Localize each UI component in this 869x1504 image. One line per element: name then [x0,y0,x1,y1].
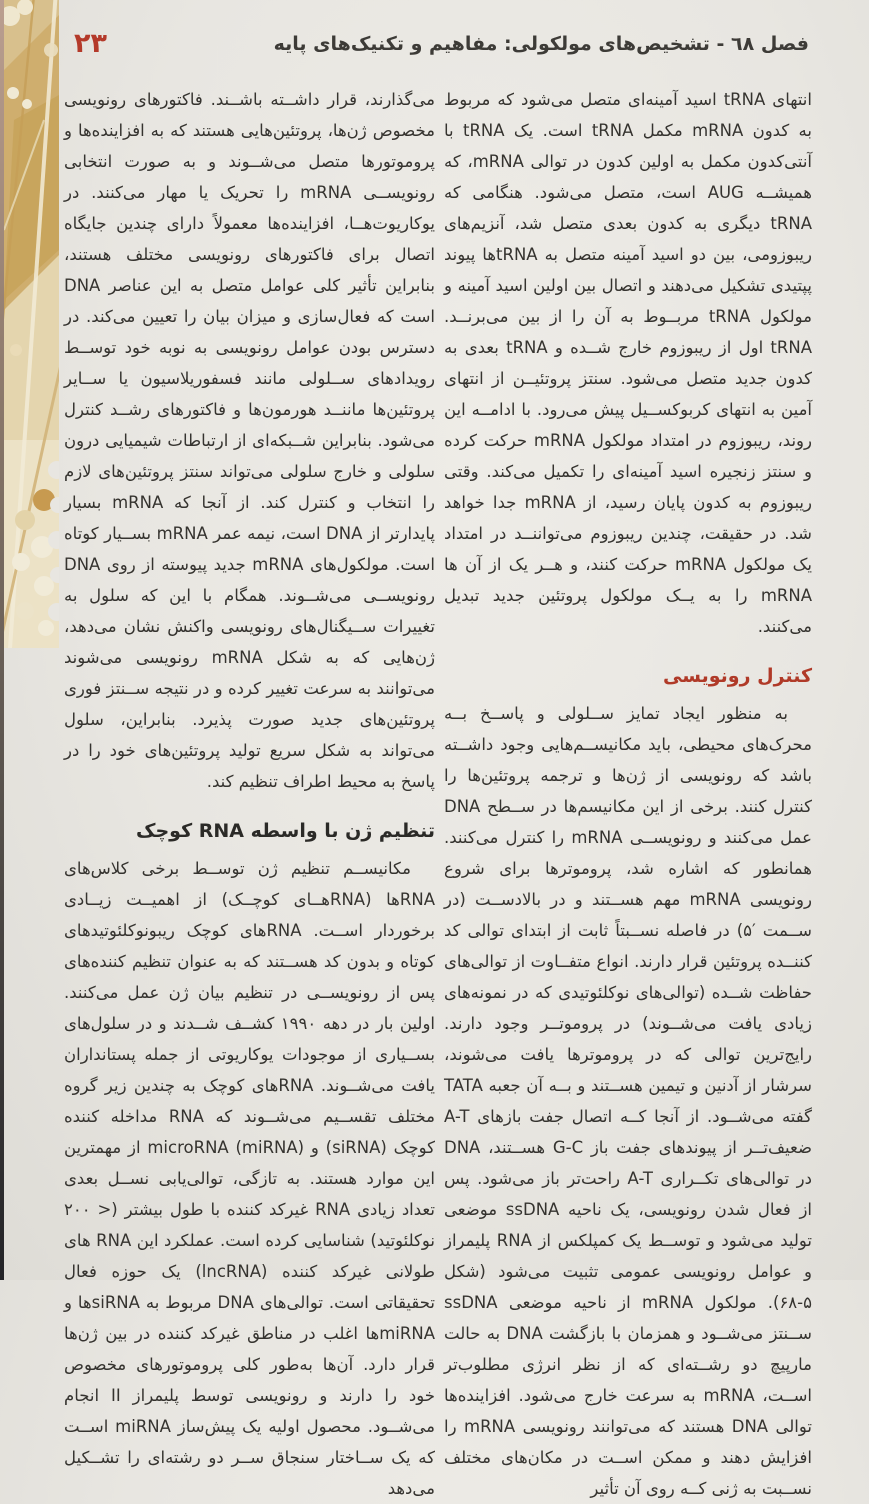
paragraph-transcription-factors: می‌گذارند، قرار داشــته باشــند. فاکتورهای رونویسی مخصوص ژن‌ها، پروتئین‌هایی هستند که به افزاینده‌ها و پروموتورها متصل می‌شــوند و به صورت انتخابی رونویســی mRNA را تحریک یا مهار می‌کنند. در یوکاریوت‌هــا، افزاینده‌ها معمولاً دارای چندین جایگاه اتصال برای فاکتورهای رونویسی مختلف هستند، بنابراین تأثیر کلی عوامل متصل به این عناصر DNA است که فعال‌سازی و میزان بیان را تعیین می‌کند. در دسترس بودن عوامل رونویسی به نوبه خود توســط رویدادهای ســلولی مانند فسفوریلاسیون یا ســایر پروتئین‌ها ماننــد هورمون‌ها و فاکتورهای رشــد کنترل می‌شود. بنابراین شــبکه‌ای از ارتباطات شیمیایی درون سلولی و خارج سلولی می‌تواند سنتز پروتئین‌های لازم را انتخاب و کنترل کند. از آنجا که mRNA بسیار پایدارتر از DNA است، نیمه عمر mRNA بســیار کوتاه است. مولکول‌های mRNA جدید پیوسته از روی DNA رونویســی می‌شــوند. همگام با این که سلول به تغییرات ســیگنال‌های رونویسی واکنش نشان می‌دهد، ژن‌هایی که به شکل mRNA رونویسی می‌شوند می‌توانند به سرعت تغییر کرده و در نتیجه ســنتز فوری پروتئین‌های جدید صورت پذیرد. بنابراین، سلول می‌تواند به شکل سریع تولید پروتئین‌های خود را در پاسخ به محیط اطراف تنظیم کند. [64,90,436,791]
decorative-botanical-strip [4,0,59,648]
paragraph-translation-continued: انتهای tRNA اسید آمینه‌ای متصل می‌شود که مربوط به کدون mRNA مکمل tRNA است. یک tRNA با آنتی‌کدون مکمل به اولین کدون در توالی mRNA، که همیشــه AUG است، متصل می‌شود. هنگامی که tRNA دیگری به کدون بعدی متصل شد، آنزیم‌های ریبوزومی، بین دو اسید آمینه متصل به tRNAها پیوند پپتیدی تشکیل می‌دهند و اتصال بین اولین اسید آمینه و مولکول tRNA مربــوط به آن را از بین می‌برنــد. tRNA اول از ریبوزوم خارج شــده و tRNA بعدی به کدون جدید متصل می‌شود. سنتز پروتئیــن از انتهای آمین به انتهای کربوکســیل پیش می‌رود. با ادامــه این روند، ریبوزوم در امتداد مولکول mRNA حرکت کرده و سنتز زنجیره اسید آمینه‌ای را تکمیل می‌کند. وقتی ریبوزوم به کدون پایان رسید، از mRNA جدا خواهد شد. در حقیقت، چندین ریبوزوم می‌تواننــد در امتداد یک مولکول mRNA حرکت کنند، و هــر یک از آن ها mRNA را به یــک مولکول پروتئین جدید تبدیل می‌کنند. [444,90,812,636]
paragraph-transcription-control: به منظور ایجاد تمایز ســلولی و پاســخ بــه محرک‌های محیطی، باید مکانیســم‌هایی وجود داشــته باشد که رونویسی از ژن‌ها و ترجمه پروتئین‌ها را کنترل کنند. برخی از این مکانیسم‌ها در ســطح DNA عمل می‌کنند و رونویســی mRNA را کنترل می‌کنند. همانطور که اشاره شد، پروموترها برای شروع رونویسی mRNA مهم هســتند و در بالادســت (در ســمت ′۵) در فاصله نســبتاً ثابت از ابتدای توالی کد کننــده پروتئین قرار دارند. انواع متفــاوت از توالی‌های حفاظت شــده (توالی‌های نوکلئوتیدی که در نمونه‌های زیادی یافت می‌شــوند) در پروموتــر وجود دارند. رایج‌ترین توالی که در پروموترها یافت می‌شوند، سرشار از آدنین و تیمین هســتند و بــه آن جعبه TATA گفته می‌شــود. از آنجا کــه اتصال جفت بازهای A-T ضعیف‌تــر از پیوندهای جفت باز G-C هســتند، DNA در توالی‌های تکــراری A-T راحت‌تر باز می‌شود. پس از فعال شدن رونویسی، یک ناحیه ssDNA موضعی تولید می‌شود و توســط یک کمپلکس از RNA پلیمراز و عوامل رونویسی عمومی تثبیت می‌شود (شکل ۵-۶۸). مولکول mRNA از ناحیه موضعی ssDNA ســنتز می‌شــود و همزمان با بازگشت DNA به حالت مارپیچ دو رشــته‌ای که از نظر انرژی مطلوب‌تر اســت، mRNA به سرعت خارج می‌شود. افزاینده‌ها توالی DNA هستند که می‌توانند رونویسی mRNA را افزایش دهند و ممکن اســت در مکان‌های مختلف نســبت به ژنی کــه روی آن تأثیر [444,704,813,1498]
page-header [0,0,869,70]
section-heading-transcription-control: کنترل رونویسی [663,665,812,687]
column-left [64,84,435,1504]
paragraph-small-rna-regulation: مکانیســم تنظیم ژن توســط برخی کلاس‌های RNAها (RNAهــای کوچــک) از اهمیــت زیــادی برخوردار اســت. RNAهای کوچک ریبونوکلئوتیدهای کوتاه و بدون کد هســتند که به عنوان تنظیم کننده‌های پس از رونویســی در تنظیم بیان ژن عمل می‌کنند. اولین بار در دهه ۱۹۹۰ کشــف شــدند و در سلول‌های بســیاری از موجودات یوکاریوتی از جمله پستانداران یافت می‌شــوند. RNAهای کوچک به چندین زیر گروه مختلف تقســیم می‌شــوند که RNA مداخله کننده کوچک (siRNA) و microRNA (miRNA) از مهمترین این موارد هستند. به تازگی، توالی‌یابی نســل بعدی تعداد زیادی RNA غیرکد کننده با طول بیشتر (< ۲۰۰ نوکلئوتید) شناسایی کرده است. عملکرد این RNA های طولانی غیرکد کننده (lncRNA) یک حوزه فعال تحقیقاتی است. توالی‌های DNA مربوط به siRNAها و miRNAها اغلب در مناطق غیرکد کننده در بین ژن‌ها قرار دارد. آن‌ها به‌طور کلی پروموتورهای مخصوص خود را دارند و رونویسی توسط پلیمراز II انجام می‌شــود. محصول اولیه یک پیش‌ساز miRNA اســت که یک ســاختار سنجاق ســر دو رشته‌ای را تشــکیل می‌دهد [64,859,436,1498]
section-heading-small-rna-regulation: تنظیم ژن با واسطه RNA کوچک [136,820,435,842]
botanical-pattern-graphic [4,0,59,648]
page-number: ۲۳ [74,28,107,59]
chapter-title: فصل ٦٨ - تشخیص‌های مولکولی: مفاهیم و تکنیک‌های پایه [273,33,809,55]
column-right [444,84,812,1504]
